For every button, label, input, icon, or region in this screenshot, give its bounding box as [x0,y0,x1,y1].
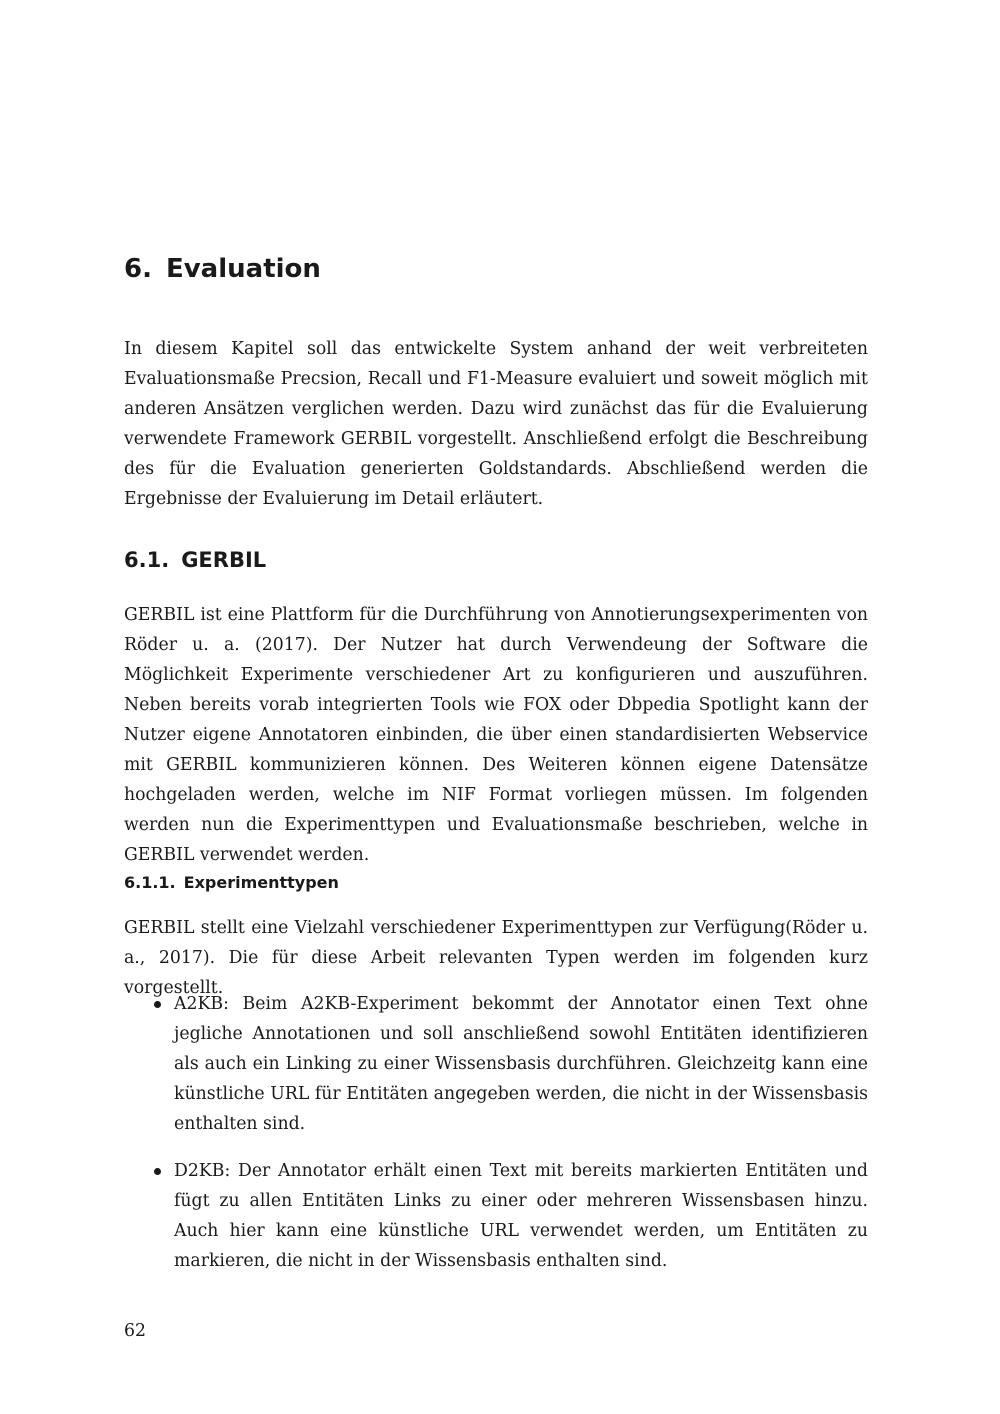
subsection-title: Experimenttypen [183,873,339,892]
list-item [124,1156,868,1276]
section-heading [124,548,266,572]
bullet-icon [154,1001,161,1008]
list-item-text: D2KB: Der Annotator erhält einen Text mit bereits markierten Entitäten und fügt zu allen Entitäten Links zu einer oder mehreren Wissensbasen hinzu. Auch hier kann eine künstliche URL verwendet werden, um Entitäten zu markieren, die nicht in der Wissensbasis enthalten sind. [174,1161,868,1271]
bullet-icon [154,1168,161,1175]
section-paragraph: GERBIL ist eine Plattform für die Durchführung von Annotierungsexperimenten von Röder u. a. (2017). Der Nutzer hat durch Verwendeung der Software die Möglichkeit Experimente verschiedener Art zu konfigurieren und auszuführen. Neben bereits vorab integrierten Tools wie FOX oder Dbpedia Spotlight kann der Nutzer eigene Annotatoren einbinden, die über einen standardisierten Webservice mit GERBIL kommunizieren können. Des Weiteren können eigene Datensätze hochgeladen werden, welche im NIF Format vorliegen müssen. Im folgenden werden nun die Experimenttypen und Evaluationsmaße beschrieben, welche in GERBIL verwendet werden. [124,605,868,865]
chapter-intro-paragraph: In diesem Kapitel soll das entwickelte System anhand der weit verbreiteten Evaluationsmaße Precsion, Recall und F1-Measure evaluiert und soweit möglich mit anderen Ansätzen verglichen werden. Dazu wird zunächst das für die Evaluierung verwendete Framework GERBIL vorgestellt. Anschließend erfolgt die Beschreibung des für die Evaluation generierten Goldstandards. Abschließend werden die Ergebnisse der Evaluierung im Detail erläutert. [124,339,868,509]
chapter-number: 6. [124,254,152,284]
section-number: 6.1. [124,548,170,572]
subsection-heading [124,873,339,892]
section-title: GERBIL [181,548,267,572]
page-number: 62 [124,1321,146,1341]
chapter-heading [124,254,321,284]
subsection-paragraph: GERBIL stellt eine Vielzahl verschiedener Experimenttypen zur Verfügung(Röder u. a., 2017). Die für diese Arbeit relevanten Typen werden im folgenden kurz vorgestellt. [124,918,868,998]
list-item [124,989,868,1139]
chapter-title: Evaluation [165,254,321,284]
list-item-text: A2KB: Beim A2KB-Experiment bekommt der Annotator einen Text ohne jegliche Annotationen und soll anschließend sowohl Entitäten identifizieren als auch ein Linking zu einer Wissensbasis durchführen. Gleichzeitg kann eine künstliche URL für Entitäten angegeben werden, die nicht in der Wissensbasis enthalten sind. [174,994,868,1134]
subsection-number: 6.1.1. [124,873,176,892]
experiment-type-list [124,989,868,1293]
